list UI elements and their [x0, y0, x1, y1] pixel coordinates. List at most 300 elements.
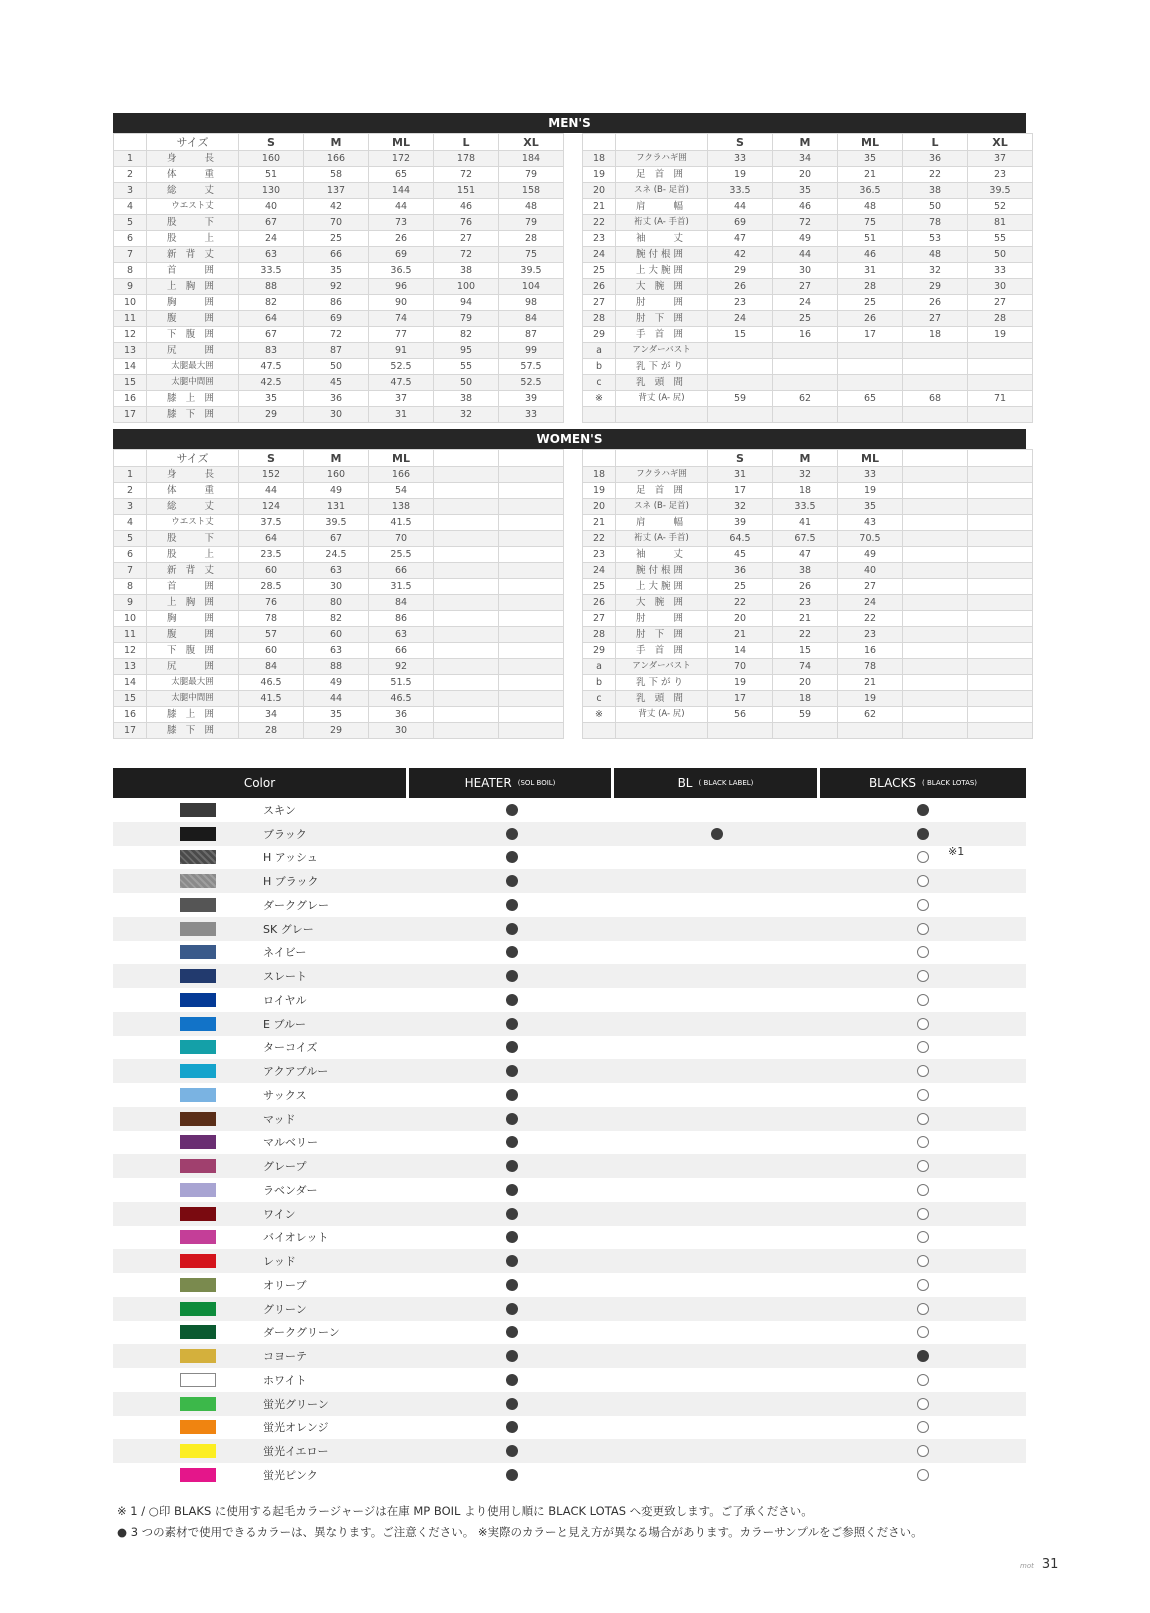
color-name: グリーン — [263, 1302, 307, 1316]
swatch-cell — [113, 969, 263, 983]
color-name: ロイヤル — [263, 993, 307, 1007]
size-value: 50 — [903, 199, 968, 215]
size-value: 50 — [304, 359, 369, 375]
table-row — [114, 691, 564, 707]
color-name: 蛍光グリーン — [263, 1397, 329, 1411]
measurement-name: 太腿最大囲 — [147, 675, 239, 691]
table-row — [114, 707, 564, 723]
size-value — [968, 499, 1033, 515]
size-value: 16 — [773, 327, 838, 343]
size-value: 24 — [708, 311, 773, 327]
blacks-availability — [820, 1041, 1026, 1053]
measurement-name: 上胸囲 — [147, 595, 239, 611]
size-value: 29 — [304, 723, 369, 739]
color-swatch — [180, 1325, 216, 1339]
size-value — [708, 407, 773, 423]
size-value: 84 — [239, 659, 304, 675]
size-value: 43 — [838, 515, 903, 531]
color-row — [113, 1202, 1026, 1226]
hollow-circle-icon — [917, 1041, 929, 1053]
size-value — [968, 483, 1033, 499]
size-value — [499, 675, 564, 691]
swatch-cell — [113, 1302, 263, 1316]
size-value: 51.5 — [369, 675, 434, 691]
hollow-circle-icon — [917, 1374, 929, 1386]
size-value: 59 — [708, 391, 773, 407]
color-row — [113, 1368, 1026, 1392]
size-value: 72 — [434, 167, 499, 183]
color-row — [113, 846, 1026, 870]
size-value: 32 — [773, 467, 838, 483]
color-name: 蛍光オレンジ — [263, 1421, 329, 1435]
color-rows — [113, 798, 1026, 1487]
size-value: 25 — [773, 311, 838, 327]
color-swatch — [180, 1040, 216, 1054]
size-value: 50 — [968, 247, 1033, 263]
size-value: 20 — [773, 167, 838, 183]
heater-availability — [409, 1113, 614, 1125]
size-value: 58 — [304, 167, 369, 183]
size-value: 46 — [838, 247, 903, 263]
table-row — [114, 391, 564, 407]
size-value: 44 — [708, 199, 773, 215]
color-swatch — [180, 1017, 216, 1031]
size-value: 33 — [838, 467, 903, 483]
size-value — [903, 579, 968, 595]
mens-left-header-row — [114, 134, 564, 151]
color-row — [113, 1249, 1026, 1273]
blacks-header-sub: ( BLACK LOTAS) — [922, 779, 978, 787]
measurement-name: 新背丈 — [147, 247, 239, 263]
size-value: 70.5 — [838, 531, 903, 547]
size-value: 47 — [773, 547, 838, 563]
size-value: 88 — [239, 279, 304, 295]
blacks-availability — [820, 899, 1026, 911]
size-value: 49 — [773, 231, 838, 247]
size-value — [903, 375, 968, 391]
row-number: 8 — [114, 579, 147, 595]
table-row — [114, 483, 564, 499]
size-value: 23 — [968, 167, 1033, 183]
size-value: 100 — [434, 279, 499, 295]
womens-left-header-cell — [434, 450, 499, 467]
row-number: a — [583, 343, 616, 359]
size-value: 47.5 — [239, 359, 304, 375]
size-value — [968, 547, 1033, 563]
table-row — [114, 723, 564, 739]
size-value: 20 — [773, 675, 838, 691]
row-number: 1 — [114, 151, 147, 167]
row-number: 4 — [114, 515, 147, 531]
size-value — [838, 407, 903, 423]
filled-circle-icon — [506, 1113, 518, 1125]
heater-header — [409, 768, 611, 798]
row-number: 24 — [583, 563, 616, 579]
measurement-name: 股下 — [147, 215, 239, 231]
size-value: 72 — [773, 215, 838, 231]
color-swatch — [180, 969, 216, 983]
table-row — [583, 707, 1033, 723]
mens-size-table-right — [582, 133, 1033, 423]
row-number: 26 — [583, 595, 616, 611]
mens-left-header-cell: XL — [499, 134, 564, 151]
measurement-name: スネ (B- 足首) — [616, 499, 708, 515]
size-value — [903, 483, 968, 499]
swatch-cell — [113, 1040, 263, 1054]
size-value — [434, 499, 499, 515]
measurement-name: 袖丈 — [616, 547, 708, 563]
heater-availability — [409, 1326, 614, 1338]
swatch-cell — [113, 850, 263, 864]
measurement-name: 胸囲 — [147, 295, 239, 311]
mens-left-header-cell: S — [239, 134, 304, 151]
row-number: 19 — [583, 167, 616, 183]
measurement-name: 尻囲 — [147, 659, 239, 675]
hollow-circle-icon — [917, 1326, 929, 1338]
size-value: 67 — [239, 215, 304, 231]
size-value: 23 — [838, 627, 903, 643]
size-value: 30 — [773, 263, 838, 279]
row-number: 26 — [583, 279, 616, 295]
size-value: 22 — [838, 611, 903, 627]
size-value — [968, 595, 1033, 611]
size-value: 51 — [838, 231, 903, 247]
measurement-name: 足首囲 — [616, 167, 708, 183]
row-number: 9 — [114, 595, 147, 611]
womens-right-header-cell: S — [708, 450, 773, 467]
size-value — [499, 707, 564, 723]
measurement-name: 乳下がり — [616, 359, 708, 375]
size-value: 158 — [499, 183, 564, 199]
size-value: 19 — [968, 327, 1033, 343]
size-value: 32 — [708, 499, 773, 515]
row-number: 29 — [583, 327, 616, 343]
hollow-circle-icon — [917, 1208, 929, 1220]
color-swatch — [180, 1207, 216, 1221]
table-row — [583, 183, 1033, 199]
measurement-name: 首囲 — [147, 263, 239, 279]
row-number: 21 — [583, 199, 616, 215]
size-value: 78 — [838, 659, 903, 675]
size-value — [968, 643, 1033, 659]
filled-circle-icon — [506, 1445, 518, 1457]
size-value: 84 — [369, 595, 434, 611]
table-row — [114, 675, 564, 691]
size-value: 20 — [708, 611, 773, 627]
swatch-cell — [113, 1444, 263, 1458]
size-value: 82 — [239, 295, 304, 311]
table-row — [583, 407, 1033, 423]
blacks-availability — [820, 1089, 1026, 1101]
size-value — [903, 659, 968, 675]
blacks-availability — [820, 875, 1026, 887]
note-mark: ※1 — [948, 845, 965, 859]
size-value — [434, 531, 499, 547]
size-value: 62 — [838, 707, 903, 723]
size-value — [708, 343, 773, 359]
row-number: ※ — [583, 707, 616, 723]
row-number: 16 — [114, 391, 147, 407]
swatch-cell — [113, 1254, 263, 1268]
size-value: 72 — [434, 247, 499, 263]
heater-availability — [409, 1469, 614, 1481]
size-value: 39.5 — [499, 263, 564, 279]
color-swatch — [180, 1420, 216, 1434]
size-value: 51 — [239, 167, 304, 183]
size-value — [708, 375, 773, 391]
table-row — [114, 167, 564, 183]
mens-right-header-cell: XL — [968, 134, 1033, 151]
heater-availability — [409, 1089, 614, 1101]
measurement-name: 乳頭間 — [616, 375, 708, 391]
row-number: 9 — [114, 279, 147, 295]
size-value: 24 — [239, 231, 304, 247]
table-row — [114, 595, 564, 611]
row-number: 14 — [114, 675, 147, 691]
color-row — [113, 1083, 1026, 1107]
swatch-cell — [113, 1373, 263, 1387]
hollow-circle-icon — [917, 1065, 929, 1077]
heater-availability — [409, 1398, 614, 1410]
size-value — [499, 515, 564, 531]
size-value: 33.5 — [708, 183, 773, 199]
hollow-circle-icon — [917, 1089, 929, 1101]
color-swatch — [180, 827, 216, 841]
color-row — [113, 1036, 1026, 1060]
size-value: 32 — [434, 407, 499, 423]
measurement-name: 乳頭間 — [616, 691, 708, 707]
table-row — [114, 231, 564, 247]
size-value: 18 — [773, 691, 838, 707]
row-number: 6 — [114, 547, 147, 563]
filled-circle-icon — [506, 851, 518, 863]
size-value: 40 — [239, 199, 304, 215]
measurement-name: 手首囲 — [616, 327, 708, 343]
size-value — [968, 515, 1033, 531]
bl-header — [614, 768, 817, 798]
measurement-name: 裄丈 (A- 手首) — [616, 531, 708, 547]
size-value: 49 — [304, 483, 369, 499]
size-value: 63 — [304, 563, 369, 579]
womens-right-header-cell: M — [773, 450, 838, 467]
color-swatch — [180, 874, 216, 888]
color-name: ワイン — [263, 1207, 296, 1221]
size-value: 33 — [499, 407, 564, 423]
color-header — [113, 768, 406, 798]
table-row — [114, 151, 564, 167]
size-value: 63 — [304, 643, 369, 659]
size-value: 16 — [838, 643, 903, 659]
row-number: 21 — [583, 515, 616, 531]
row-number: b — [583, 675, 616, 691]
swatch-cell — [113, 1397, 263, 1411]
table-row — [114, 359, 564, 375]
size-value: 42 — [708, 247, 773, 263]
size-value: 82 — [304, 611, 369, 627]
heater-availability — [409, 1421, 614, 1433]
size-value: 67.5 — [773, 531, 838, 547]
table-row — [114, 375, 564, 391]
measurement-name: 肘下囲 — [616, 627, 708, 643]
row-number: 1 — [114, 467, 147, 483]
size-value: 60 — [239, 563, 304, 579]
row-number: 23 — [583, 547, 616, 563]
row-number: b — [583, 359, 616, 375]
size-value: 69 — [708, 215, 773, 231]
filled-circle-icon — [506, 1421, 518, 1433]
size-value — [903, 343, 968, 359]
size-value: 44 — [369, 199, 434, 215]
table-row — [114, 499, 564, 515]
size-value: 24 — [838, 595, 903, 611]
row-number: 3 — [114, 499, 147, 515]
size-value: 75 — [499, 247, 564, 263]
size-value: 74 — [773, 659, 838, 675]
size-value: 131 — [304, 499, 369, 515]
mens-left-header-cell: サイズ — [147, 134, 239, 151]
filled-circle-icon — [506, 1089, 518, 1101]
size-value — [434, 723, 499, 739]
size-value — [499, 595, 564, 611]
heater-availability — [409, 1208, 614, 1220]
row-number: 15 — [114, 375, 147, 391]
size-value: 42 — [304, 199, 369, 215]
measurement-name: スネ (B- 足首) — [616, 183, 708, 199]
row-number: ※ — [583, 391, 616, 407]
size-value — [968, 359, 1033, 375]
measurement-name: 股下 — [147, 531, 239, 547]
size-value: 63 — [239, 247, 304, 263]
size-value — [708, 723, 773, 739]
row-number: 28 — [583, 311, 616, 327]
size-value: 45 — [304, 375, 369, 391]
mens-left-header-cell — [114, 134, 147, 151]
size-value: 21 — [708, 627, 773, 643]
size-value: 91 — [369, 343, 434, 359]
womens-right-header-cell — [903, 450, 968, 467]
filled-circle-icon — [506, 946, 518, 958]
size-value — [903, 595, 968, 611]
measurement-name: 上大腕囲 — [616, 579, 708, 595]
swatch-cell — [113, 1349, 263, 1363]
size-value: 33 — [968, 263, 1033, 279]
size-value: 71 — [968, 391, 1033, 407]
row-number: 11 — [114, 311, 147, 327]
size-value: 24 — [773, 295, 838, 311]
color-row — [113, 822, 1026, 846]
size-value — [499, 659, 564, 675]
size-value: 86 — [369, 611, 434, 627]
blacks-availability — [820, 804, 1026, 816]
size-value — [434, 627, 499, 643]
color-name: 蛍光ピンク — [263, 1468, 318, 1482]
size-value — [499, 483, 564, 499]
heater-availability — [409, 851, 614, 863]
table-row — [583, 311, 1033, 327]
measurement-name: 総丈 — [147, 499, 239, 515]
row-number: 8 — [114, 263, 147, 279]
blacks-availability — [820, 1445, 1026, 1457]
blacks-availability — [820, 1374, 1026, 1386]
size-value — [434, 643, 499, 659]
size-value — [903, 531, 968, 547]
color-name: H アッシュ — [263, 851, 318, 865]
mens-right-header-cell: L — [903, 134, 968, 151]
blacks-availability — [820, 994, 1026, 1006]
size-value: 21 — [773, 611, 838, 627]
row-number: c — [583, 691, 616, 707]
swatch-cell — [113, 827, 263, 841]
color-swatch — [180, 1444, 216, 1458]
size-value — [968, 531, 1033, 547]
color-swatch — [180, 850, 216, 864]
size-value: 30 — [369, 723, 434, 739]
heater-availability — [409, 1350, 614, 1362]
measurement-name: 腕付根囲 — [616, 247, 708, 263]
size-value — [903, 563, 968, 579]
color-swatch — [180, 1254, 216, 1268]
size-value: 17 — [708, 691, 773, 707]
blacks-availability — [820, 1350, 1026, 1362]
color-row — [113, 1392, 1026, 1416]
size-value: 76 — [239, 595, 304, 611]
table-row — [583, 391, 1033, 407]
measurement-name: 下腹囲 — [147, 643, 239, 659]
table-row — [583, 467, 1033, 483]
heater-availability — [409, 804, 614, 816]
size-value — [434, 547, 499, 563]
size-value — [434, 675, 499, 691]
size-value: 78 — [903, 215, 968, 231]
table-row — [583, 151, 1033, 167]
womens-left-header-cell: M — [304, 450, 369, 467]
size-value — [903, 407, 968, 423]
row-number: 23 — [583, 231, 616, 247]
size-value — [903, 627, 968, 643]
color-name: アクアブルー — [263, 1065, 329, 1079]
size-value: 52 — [968, 199, 1033, 215]
size-value: 59 — [773, 707, 838, 723]
color-swatch — [180, 1373, 216, 1387]
heater-availability — [409, 1136, 614, 1148]
measurement-name: 太腿中間囲 — [147, 691, 239, 707]
size-value — [903, 467, 968, 483]
table-row — [583, 499, 1033, 515]
swatch-cell — [113, 1468, 263, 1482]
color-row — [113, 869, 1026, 893]
mens-size-chart — [113, 113, 1026, 420]
size-value: 68 — [903, 391, 968, 407]
womens-size-table-right — [582, 449, 1033, 739]
blacks-availability — [820, 1303, 1026, 1315]
size-value: 90 — [369, 295, 434, 311]
row-number: 24 — [583, 247, 616, 263]
size-value: 24.5 — [304, 547, 369, 563]
size-value: 184 — [499, 151, 564, 167]
row-number — [583, 723, 616, 739]
filled-circle-icon — [506, 1255, 518, 1267]
filled-circle-icon — [506, 1326, 518, 1338]
color-row — [113, 1226, 1026, 1250]
row-number: 11 — [114, 627, 147, 643]
blacks-availability — [820, 845, 1026, 863]
size-value: 47 — [708, 231, 773, 247]
size-value: 86 — [304, 295, 369, 311]
size-value: 80 — [304, 595, 369, 611]
measurement-name: 腹囲 — [147, 311, 239, 327]
size-value: 50 — [434, 375, 499, 391]
blacks-header-label: BLACKS — [868, 776, 916, 790]
